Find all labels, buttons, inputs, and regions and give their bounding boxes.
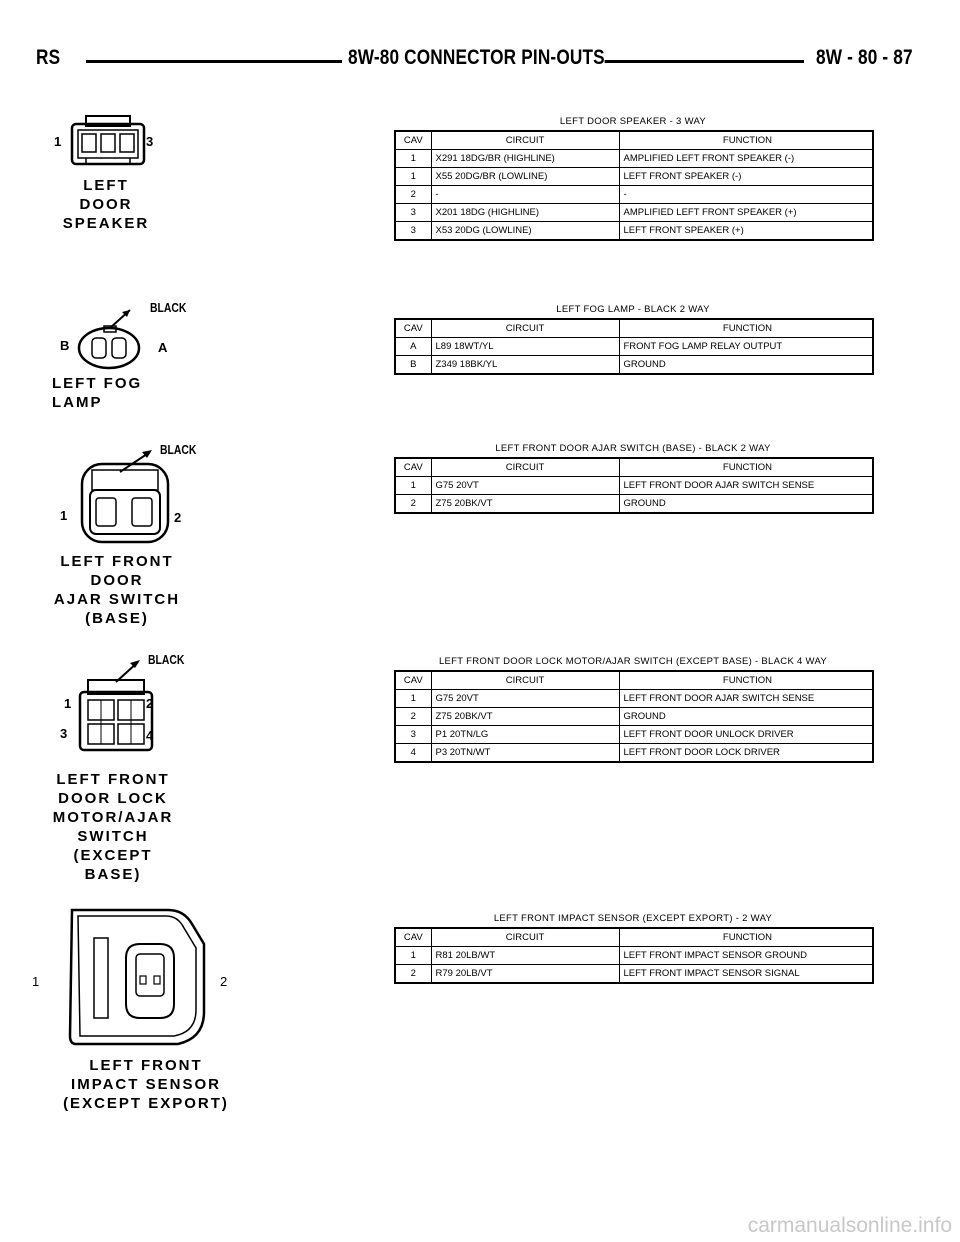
connector-label [52,552,182,628]
table-row [395,947,873,965]
table-row [395,690,873,708]
table-row [395,477,873,495]
column-header-circuit: CIRCUIT [431,928,619,947]
connector-left-front-door-lock-motor [52,650,204,883]
pin-label: A [158,340,168,355]
table-row [395,726,873,744]
connector-label [46,176,166,233]
connector-label-line: (EXCEPT EXPORT) [63,1095,229,1112]
cell-circuit: Z75 20BK/VT [431,495,619,514]
connector-label-line: LEFT FRONT DOOR [60,553,174,589]
connector-label-line: AJAR SWITCH [53,591,181,608]
pin-label: 1 [54,134,62,149]
cell-function: AMPLIFIED LEFT FRONT SPEAKER (-) [619,150,873,168]
table-header-row [395,319,873,338]
cell-circuit: - [431,186,619,204]
cell-cav: 1 [395,690,431,708]
connector-label-line: (BASE) [85,610,149,627]
header-page-number: 8W - 80 - 87 [816,46,913,69]
cell-circuit: X201 18DG (HIGHLINE) [431,204,619,222]
table-row [395,708,873,726]
pinout-table-left-front-impact-sensor [394,911,872,984]
cell-circuit: L89 18WT/YL [431,338,619,356]
cell-function: LEFT FRONT DOOR LOCK DRIVER [619,744,873,763]
cell-function: GROUND [619,708,873,726]
pinout-table [394,670,874,763]
connector-color-label: BLACK [160,442,197,457]
table-row [395,150,873,168]
cell-cav: 3 [395,222,431,241]
cell-function: LEFT FRONT DOOR AJAR SWITCH SENSE [619,477,873,495]
pin-label: 1 [64,696,72,711]
connector-label-line: LEFT FOG LAMP [52,375,143,411]
header-title: 8W-80 CONNECTOR PIN-OUTS [348,46,605,69]
connector-left-fog-lamp [52,298,196,411]
connector-label-line: LEFT [83,177,129,194]
pinout-table-left-front-door-ajar-switch [394,441,872,514]
table-row [395,965,873,984]
pinout-table-left-front-door-lock-motor [394,654,872,763]
column-header-cav: CAV [395,458,431,477]
table-row [395,338,873,356]
table-row [395,744,873,763]
pinout-table [394,457,874,514]
cell-cav: A [395,338,431,356]
pin-label: 2 [146,696,154,711]
connector-diagram-icon [56,908,236,1048]
connector-left-front-door-ajar-switch [53,438,206,627]
cell-cav: 2 [395,708,431,726]
cell-cav: 2 [395,495,431,514]
table-row [395,356,873,375]
cell-function: - [619,186,873,204]
cell-cav: 2 [395,965,431,984]
pin-label: 3 [146,134,154,149]
cell-function: FRONT FOG LAMP RELAY OUTPUT [619,338,873,356]
column-header-function: FUNCTION [619,131,873,150]
cell-function: LEFT FRONT IMPACT SENSOR GROUND [619,947,873,965]
cell-cav: 1 [395,168,431,186]
column-header-function: FUNCTION [619,458,873,477]
page-header [36,42,924,78]
cell-cav: 2 [395,186,431,204]
table-header-row [395,928,873,947]
header-section-code: RS [36,46,61,69]
table-row [395,204,873,222]
column-header-cav: CAV [395,928,431,947]
cell-cav: 1 [395,947,431,965]
connector-label-line: IMPACT SENSOR [71,1076,221,1093]
column-header-function: FUNCTION [619,671,873,690]
column-header-circuit: CIRCUIT [431,671,619,690]
pinout-table [394,927,874,984]
connector-left-front-impact-sensor [32,908,236,1118]
column-header-circuit: CIRCUIT [431,458,619,477]
column-header-circuit: CIRCUIT [431,319,619,338]
cell-circuit: G75 20VT [431,477,619,495]
connector-label [48,770,178,884]
pinout-table [394,318,874,375]
watermark[interactable]: carmanualsonline.info [747,1214,952,1237]
cell-cav: 1 [395,150,431,168]
pinout-table-left-fog-lamp [394,302,872,375]
table-title: LEFT DOOR SPEAKER - 3 WAY [559,116,707,127]
cell-function: AMPLIFIED LEFT FRONT SPEAKER (+) [619,204,873,222]
connector-label-line: (EXCEPT BASE) [73,847,153,883]
connector-label-line: DOOR [79,196,133,213]
pin-label: 2 [220,974,228,989]
table-title: LEFT FRONT DOOR AJAR SWITCH (BASE) - BLACK 2 WAY [495,443,771,454]
cell-function: GROUND [619,356,873,375]
cell-circuit: P1 20TN/LG [431,726,619,744]
column-header-cav: CAV [395,131,431,150]
cell-function: LEFT FRONT DOOR UNLOCK DRIVER [619,726,873,744]
pinout-table [394,130,874,241]
cell-function: GROUND [619,495,873,514]
connector-label-line: DOOR LOCK [58,790,168,807]
connector-label-line: MOTOR/AJAR [52,809,174,826]
column-header-circuit: CIRCUIT [431,131,619,150]
cell-circuit: G75 20VT [431,690,619,708]
pin-label: 2 [174,510,182,525]
pin-label: 1 [32,974,40,989]
header-rule-left [86,60,342,63]
table-title: LEFT FOG LAMP - BLACK 2 WAY [556,304,710,315]
pin-label: 3 [60,726,68,741]
cell-circuit: X53 20DG (LOWLINE) [431,222,619,241]
cell-circuit: X55 20DG/BR (LOWLINE) [431,168,619,186]
connector-label-line: LEFT FRONT [56,771,170,788]
table-row [395,222,873,241]
table-title: LEFT FRONT IMPACT SENSOR (EXCEPT EXPORT) - 2 WAY [493,913,773,924]
column-header-function: FUNCTION [619,928,873,947]
table-row [395,186,873,204]
cell-cav: 3 [395,204,431,222]
header-rule-right [592,60,804,63]
connector-color-label: BLACK [148,652,185,667]
connector-label [52,374,182,412]
table-row [395,168,873,186]
cell-circuit: R79 20LB/VT [431,965,619,984]
table-row [395,495,873,514]
pin-label: 4 [146,728,154,743]
connector-color-label: BLACK [150,300,187,315]
connector-label-line: SWITCH [77,828,149,845]
cell-cav: 1 [395,477,431,495]
cell-circuit: Z75 20BK/VT [431,708,619,726]
table-header-row [395,131,873,150]
connector-label-line: LEFT FRONT [89,1057,203,1074]
table-header-row [395,671,873,690]
connector-label [56,1056,236,1113]
cell-function: LEFT FRONT SPEAKER (+) [619,222,873,241]
cell-cav: 4 [395,744,431,763]
cell-circuit: Z349 18BK/YL [431,356,619,375]
column-header-cav: CAV [395,671,431,690]
connector-left-door-speaker [50,110,170,240]
table-header-row [395,458,873,477]
pin-label: B [60,338,70,353]
cell-cav: B [395,356,431,375]
table-title: LEFT FRONT DOOR LOCK MOTOR/AJAR SWITCH (EXCEPT BASE) - BLACK 4 WAY [438,656,828,667]
cell-circuit: R81 20LB/WT [431,947,619,965]
connector-label-line: SPEAKER [62,215,150,232]
pinout-table-left-door-speaker [394,114,872,241]
pin-label: 1 [60,508,68,523]
column-header-function: FUNCTION [619,319,873,338]
cell-function: LEFT FRONT DOOR AJAR SWITCH SENSE [619,690,873,708]
cell-cav: 3 [395,726,431,744]
cell-circuit: X291 18DG/BR (HIGHLINE) [431,150,619,168]
cell-circuit: P3 20TN/WT [431,744,619,763]
cell-function: LEFT FRONT IMPACT SENSOR SIGNAL [619,965,873,984]
cell-function: LEFT FRONT SPEAKER (-) [619,168,873,186]
column-header-cav: CAV [395,319,431,338]
